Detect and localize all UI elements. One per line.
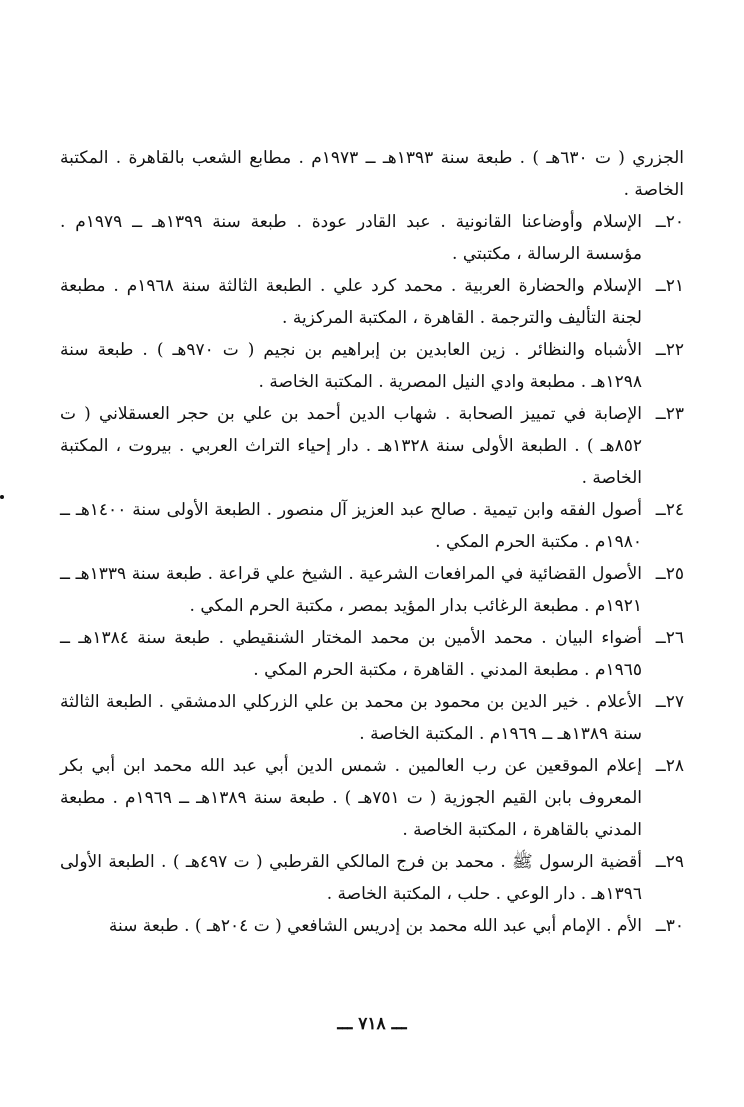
entry-text: الأصول القضائية في المرافعات الشرعية . الشيخ علي قراعة . طبعة سنة ١٣٣٩هـ ــ ١٩٢١م . مطبعة الرغائب بدار المؤيد بمصر ، مكتبة الحرم المكي . (60, 564, 642, 616)
bibliography-entry (60, 334, 684, 398)
continuation-paragraph: الجزري ( ت ٦٣٠هـ ) . طبعة سنة ١٣٩٣هـ ــ ١٩٧٣م . مطابع الشعب بالقاهرة . المكتبة الخاصة . (60, 148, 685, 200)
entry-text: أضواء البيان . محمد الأمين بن محمد المختار الشنقيطي . طبعة سنة ١٣٨٤هـ ــ ١٩٦٥م . مطبعة المدني . القاهرة ، مكتبة الحرم المكي . (60, 628, 643, 680)
entry-text: الأم . الإمام أبي عبد الله محمد بن إدريس الشافعي ( ت ٢٠٤هـ ) . طبعة سنة (108, 916, 642, 936)
entry-number: ٢٦ــ (655, 628, 684, 648)
entry-text: الإسلام والحضارة العربية . محمد كرد علي . الطبعة الثالثة سنة ١٩٦٨م . مطبعة لجنة التأليف والترجمة . القاهرة ، المكتبة المركزية . (60, 276, 643, 328)
bibliography-entry (60, 622, 684, 686)
bibliography-entry (60, 846, 684, 910)
entry-number: ٢٤ــ (655, 500, 684, 520)
bibliography-entry (60, 206, 684, 270)
entry-number: ٢٩ــ (655, 852, 684, 872)
bibliography-entry (60, 686, 684, 750)
entry-text: الأشباه والنظائر . زين العابدين بن إبراهيم بن نجيم ( ت ٩٧٠هـ ) . طبعة سنة ١٢٩٨هـ . مطبعة وادي النيل المصرية . المكتبة الخاصة . (60, 340, 642, 392)
bibliography-entry (60, 910, 684, 942)
bibliography-entry (60, 558, 684, 622)
entry-text: الإسلام وأوضاعنا القانونية . عبد القادر عودة . طبعة سنة ١٣٩٩هـ ــ ١٩٧٩م . مؤسسة الرسالة ، مكتبتي . (60, 212, 642, 264)
entry-number: ٢٠ــ (655, 212, 684, 232)
bibliography-entry (60, 398, 684, 494)
entry-text: أقضية الرسول ﷺ . محمد بن فرج المالكي القرطبي ( ت ٤٩٧هـ ) . الطبعة الأولى ١٣٩٦هـ . دار الوعي . حلب ، المكتبة الخاصة . (60, 852, 643, 904)
entry-text: أصول الفقه وابن تيمية . صالح عبد العزيز آل منصور . الطبعة الأولى سنة ١٤٠٠هـ ــ ١٩٨٠م . مكتبة الحرم المكي . (60, 500, 642, 552)
bibliography-entry (60, 494, 684, 558)
scan-edge-mark (0, 495, 4, 499)
entry-text: الأعلام . خير الدين بن محمود بن محمد بن علي الزركلي الدمشقي . الطبعة الثالثة سنة ١٣٨٩هـ ــ ١٩٦٩م . المكتبة الخاصة . (60, 692, 642, 744)
entry-number: ٢٧ــ (655, 692, 684, 712)
entry-number: ٢٨ــ (655, 756, 684, 776)
entry-number: ٢٥ــ (655, 564, 684, 584)
entry-number: ٢٣ــ (655, 404, 684, 424)
entry-number: ٢٢ــ (655, 340, 684, 360)
entry-text: الإصابة في تمييز الصحابة . شهاب الدين أحمد بن علي بن حجر العسقلاني ( ت ٨٥٢هـ ) . الطبعة الأولى سنة ١٣٢٨هـ . دار إحياء التراث العربي . بيروت ، المكتبة الخاصة . (60, 404, 642, 488)
bibliography-list (60, 142, 684, 942)
bibliography-entry (60, 750, 684, 846)
page-number: ـــ ٧١٨ ـــ (337, 1014, 407, 1034)
bibliography-entry (60, 270, 684, 334)
entry-number: ٣٠ــ (655, 916, 684, 936)
entry-number: ٢١ــ (655, 276, 684, 296)
entry-text: إعلام الموقعين عن رب العالمين . شمس الدين أبي عبد الله محمد ابن أبي بكر المعروف بابن القيم الجوزية ( ت ٧٥١هـ ) . طبعة سنة ١٣٨٩هـ ــ ١٩٦٩م . مطبعة المدني بالقاهرة ، المكتبة الخاصة . (60, 756, 643, 840)
